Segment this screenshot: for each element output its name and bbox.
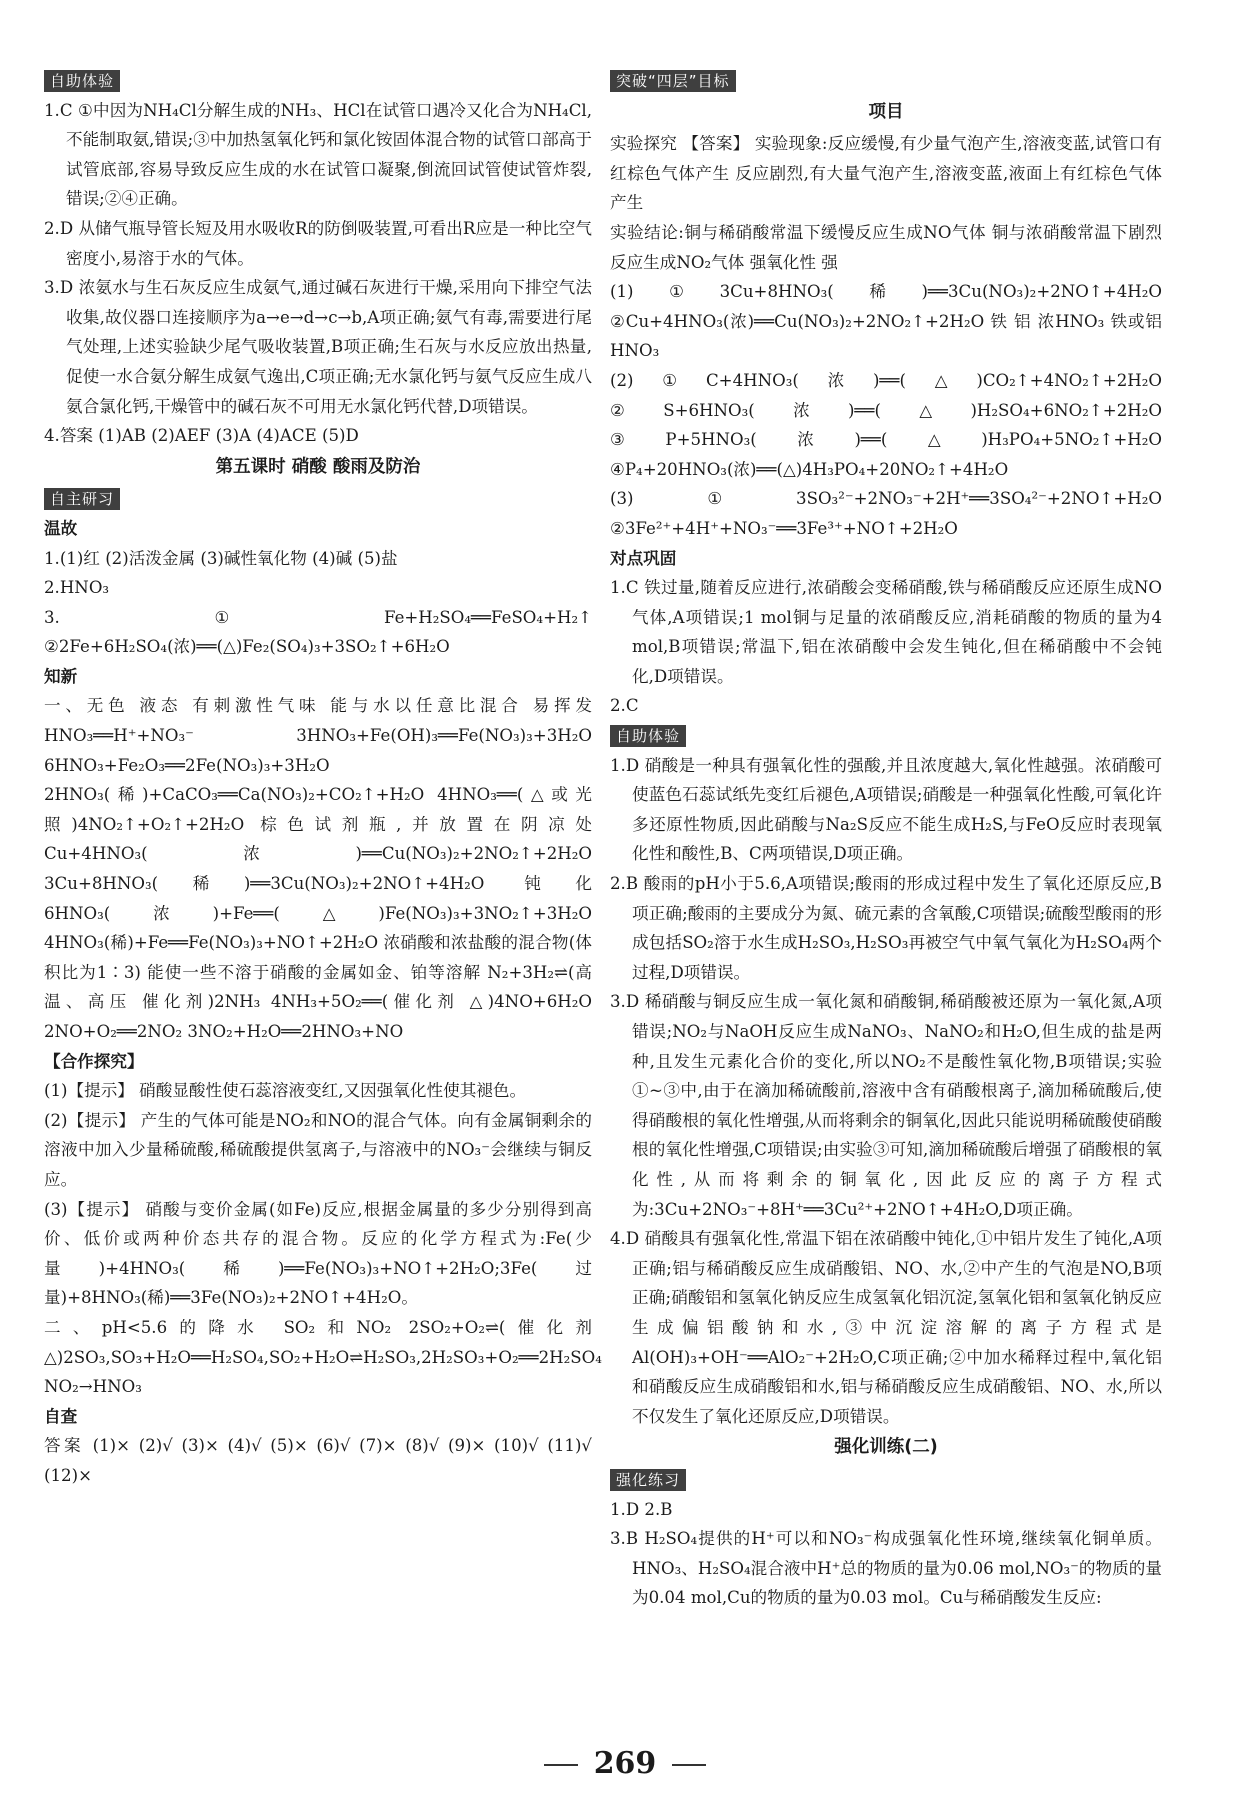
subheading: 知新 [44,666,78,686]
page-number: 269 [593,1746,657,1781]
paragraph: 2.C [610,696,639,716]
paragraph: 实验结论:铜与稀硝酸常温下缓慢反应生成NO气体 铜与浓硝酸常温下剧烈反应生成NO₂气体 强氧化性 强 [610,222,1162,272]
page-number-dash-left [544,1764,578,1766]
paragraph: 2.B 酸雨的pH小于5.6,A项错误;酸雨的形成过程中发生了氧化还原反应,B项正确;酸雨的主要成分为氮、硫元素的含氧酸,C项错误;硫酸型酸雨的形成包括SO₂溶于水生成H₂SO₃,H₂SO₃再被空气中氧气氧化为H₂SO₄两个过程,D项错误。 [610,874,1162,982]
paragraph: (2)①C+4HNO₃(浓)══(△)CO₂↑+4NO₂↑+2H₂O ②S+6HNO₃(浓)══(△)H₂SO₄+6NO₂↑+2H₂O ③P+5HNO₃(浓)══(△)H₃PO₄+5NO₂↑+H₂O ④P₄+20HNO₃(浓)══(△)4H₃PO₄+20NO₂↑+4H₂O [610,370,1162,479]
left-column [44,66,602,1491]
section-tag: 强化练习 [610,1469,686,1491]
paragraph: (1)①3Cu+8HNO₃(稀)══3Cu(NO₃)₂+2NO↑+4H₂O ②Cu+4HNO₃(浓)══Cu(NO₃)₂+2NO₂↑+2H₂O 铁 铝 浓HNO₃ 铁或铝 HNO₃ [610,282,1162,361]
paragraph: 1.C ①中因为NH₄Cl分解生成的NH₃、HCl在试管口遇冷又化合为NH₄Cl,不能制取氨,错误;③中加热氢氧化钙和氯化铵固体混合物的试管口部高于试管底部,容易导致反应生成的水在试管口凝聚,倒流回试管使试管炸裂,错误;②④正确。 [44,100,592,209]
paragraph: 3.D 浓氨水与生石灰反应生成氨气,通过碱石灰进行干燥,采用向下排空气法收集,故仪器口连接顺序为a→e→d→c→b,A项正确;氨气有毒,需要进行尾气处理,上述实验缺少尾气吸收装置,B项正确;生石灰与水反应放出热量,促使一水合氨分解生成氨气逸出,C项正确;无水氯化钙与氨气反应生成八氨合氯化钙,干燥管中的碱石灰不可用无水氯化钙代替,D项错误。 [44,278,592,416]
section-tag-row [610,1465,1162,1495]
page-number-dash-right [672,1764,706,1766]
paragraph: 4.D 硝酸具有强氧化性,常温下铝在浓硝酸中钝化,①中铝片发生了钝化,A项正确;铝与稀硝酸反应生成硝酸铝、NO、水,②中产生的气泡是NO,B项正确;硝酸铝和氢氧化钠反应生成氢氧化铝沉淀,氢氧化铝和氢氧化钠反应生成偏铝酸钠和水,③中沉淀溶解的离子方程式是Al(OH)₃+OH⁻══AlO₂⁻+2H₂O,C项正确;②中加水稀释过程中,氧化铝和硝酸反应生成硝酸铝和水,铝与稀硝酸反应生成硝酸铝、NO、水,所以不仅发生了氧化还原反应,D项错误。 [610,1229,1162,1426]
paragraph: (3)【提示】 硝酸与变价金属(如Fe)反应,根据金属量的多少分别得到高价、低价或两种价态共存的混合物。反应的化学方程式为:Fe(少量)+4HNO₃(稀)══Fe(NO₃)₃+NO↑+2H₂O;3Fe(过量)+8HNO₃(稀)══3Fe(NO₃)₂+2NO↑+4H₂O。 [44,1199,592,1308]
paragraph: (1)【提示】 硝酸显酸性使石蕊溶液变红,又因强氧化性使其褪色。 [44,1081,527,1101]
section-tag-row [44,484,592,514]
paragraph: 1.D 2.B [610,1499,673,1519]
subheading: 【合作探究】 [44,1051,144,1071]
paragraph: 3.B H₂SO₄提供的H⁺可以和NO₃⁻构成强氧化性环境,继续氧化铜单质。HNO₃、H₂SO₄混合液中H⁺总的物质的量为0.06 mol,NO₃⁻的物质的量为0.04 mol,Cu的物质的量为0.03 mol。Cu与稀硝酸发生反应: [610,1529,1162,1608]
paragraph: 2.D 从储气瓶导管长短及用水吸收R的防倒吸装置,可看出R应是一种比空气密度小,易溶于水的气体。 [44,218,592,268]
paragraph: 1.(1)红 (2)活泼金属 (3)碱性氧化物 (4)碱 (5)盐 [44,548,398,568]
subheading: 对点巩固 [610,548,677,568]
paragraph: 实验探究 【答案】 实验现象:反应缓慢,有少量气泡产生,溶液变蓝,试管口有红棕色气体产生 反应剧烈,有大量气泡产生,溶液变蓝,液面上有红棕色气体产生 [610,134,1162,213]
paragraph: (3)①3SO₃²⁻+2NO₃⁻+2H⁺══3SO₄²⁻+2NO↑+H₂O ②3Fe²⁺+4H⁺+NO₃⁻══3Fe³⁺+NO↑+2H₂O [610,489,1162,538]
paragraph: 3.D 稀硝酸与铜反应生成一氧化氮和硝酸铜,稀硝酸被还原为一氧化氮,A项错误;NO₂与NaOH反应生成NaNO₃、NaNO₂和H₂O,但生成的盐是两种,且发生元素化合价的变化,所以NO₂不是酸性氧化物,B项错误;实验①~③中,由于在滴加稀硫酸前,溶液中含有硝酸根离子,滴加稀硫酸后,使得硝酸根的氧化性增强,从而将剩余的铜氧化,因此只能说明稀硫酸使硝酸根的氧化性增强,C项错误;由实验③可知,滴加稀硫酸后增强了硝酸根的氧化性,从而将剩余的铜氧化,因此反应的离子方程式为:3Cu+2NO₃⁻+8H⁺══3Cu²⁺+2NO↑+4H₂O,D项正确。 [610,992,1162,1219]
section-tag-row [610,721,1162,751]
section-tag: 自主研习 [44,488,120,510]
subheading: 温故 [44,518,78,538]
section-title: 项目 [868,101,904,122]
paragraph: 一、无色 液态 有刺激性气味 能与水以任意比混合 易挥发 HNO₃══H⁺+NO₃⁻ 3HNO₃+Fe(OH)₃══Fe(NO₃)₃+3H₂O 6HNO₃+Fe₂O₃══2Fe(NO₃)₃+3H₂O 2HNO₃(稀)+CaCO₃══Ca(NO₃)₂+CO₂↑+H₂O 4HNO₃══(△或光照)4NO₂↑+O₂↑+2H₂O 棕色试剂瓶,并放置在阴凉处 Cu+4HNO₃(浓)══Cu(NO₃)₂+2NO₂↑+2H₂O 3Cu+8HNO₃(稀)══3Cu(NO₃)₂+2NO↑+4H₂O 钝化 6HNO₃(浓)+Fe══(△)Fe(NO₃)₃+3NO₂↑+3H₂O 4HNO₃(稀)+Fe══Fe(NO₃)₃+NO↑+2H₂O 浓硝酸和浓盐酸的混合物(体积比为1∶3) 能使一些不溶于硝酸的金属如金、铂等溶解 N₂+3H₂⇌(高温、高压 催化剂)2NH₃ 4NH₃+5O₂══(催化剂 △)4NO+6H₂O 2NO+O₂══2NO₂ 3NO₂+H₂O══2HNO₃+NO [44,696,592,1041]
paragraph: 二、pH<5.6的降水 SO₂和NO₂ 2SO₂+O₂⇌(催化剂 △)2SO₃,SO₃+H₂O══H₂SO₄,SO₂+H₂O⇌H₂SO₃,2H₂SO₃+O₂══2H₂SO₄ NO₂→HNO₃ [44,1317,602,1397]
paragraph: 2.HNO₃ [44,578,110,598]
section-title: 第五课时 硝酸 酸雨及防治 [215,456,421,477]
right-column [610,66,1162,1613]
paragraph: (2)【提示】 产生的气体可能是NO₂和NO的混合气体。向有金属铜剩余的溶液中加入少量稀硫酸,稀硫酸提供氢离子,与溶液中的NO₃⁻会继续与铜反应。 [44,1110,592,1189]
paragraph: 3.①Fe+H₂SO₄══FeSO₄+H₂↑ ②2Fe+6H₂SO₄(浓)══(△)Fe₂(SO₄)₃+3SO₂↑+6H₂O [44,607,592,657]
section-tag: 突破“四层”目标 [610,70,736,92]
paragraph: 4.答案 (1)AB (2)AEF (3)A (4)ACE (5)D [44,426,359,446]
paragraph: 1.D 硝酸是一种具有强氧化性的强酸,并且浓度越大,氧化性越强。浓硝酸可使蓝色石蕊试纸先变红后褪色,A项错误;硝酸是一种强氧化性酸,可氧化许多还原性物质,因此硝酸与Na₂S反应不能生成H₂S,与FeO反应时表现氧化性和酸性,B、C两项错误,D项正确。 [610,755,1162,864]
section-title: 强化训练(二) [834,1437,938,1458]
section-tag: 自助体验 [610,725,686,747]
paragraph: 答案 (1)× (2)√ (3)× (4)√ (5)× (6)√ (7)× (8)√ (9)× (10)√ (11)√ (12)× [44,1436,592,1485]
section-tag: 自助体验 [44,70,120,92]
paragraph: 1.C 铁过量,随着反应进行,浓硝酸会变稀硝酸,铁与稀硝酸反应还原生成NO气体,A项错误;1 mol铜与足量的浓硝酸反应,消耗硝酸的物质的量为4 mol,B项错误;常温下,铝在浓硝酸中会发生钝化,但在稀硝酸中不会钝化,D项错误。 [610,578,1162,686]
subheading: 自查 [44,1406,78,1426]
section-tag-row [44,66,592,96]
section-tag-row [610,66,1162,96]
page-number-row [0,1746,1250,1781]
